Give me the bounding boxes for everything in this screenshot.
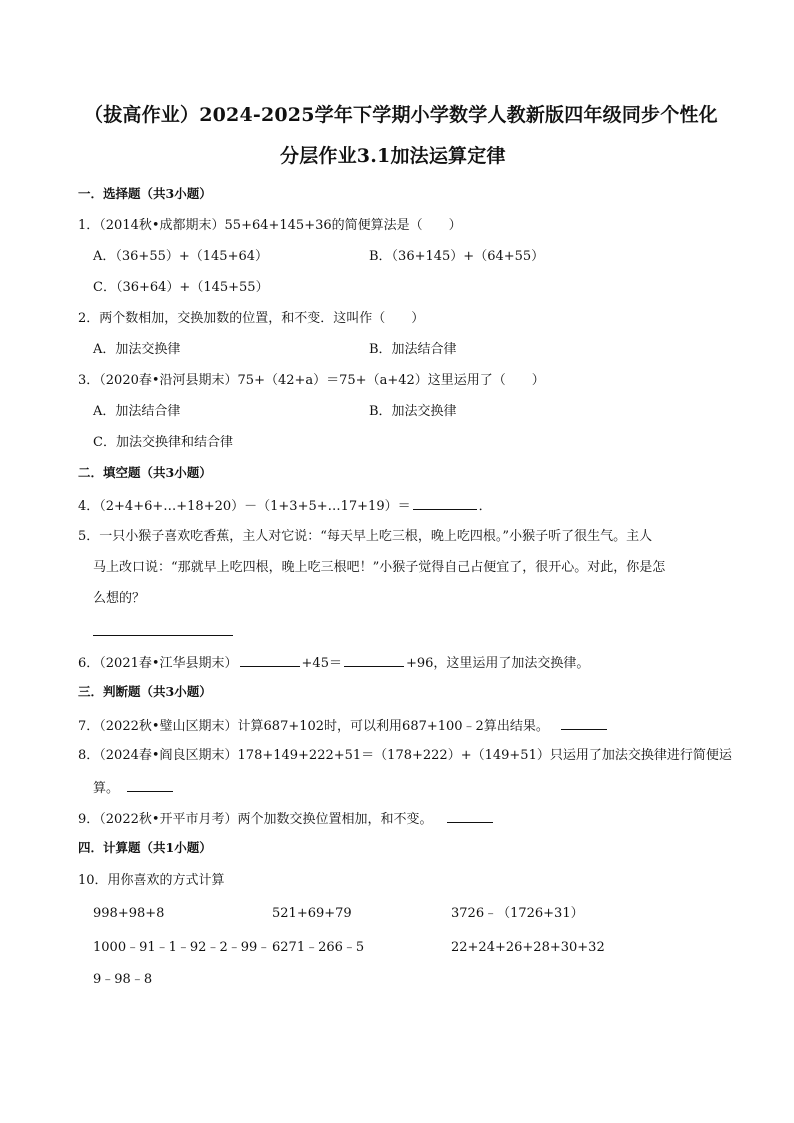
question-7 — [78, 718, 609, 733]
question-2-option-b: B．加法结合律 — [369, 342, 457, 357]
section-heading-judge: 三．判断题（共3小题） — [78, 684, 212, 699]
question-8-line2 — [93, 780, 175, 795]
question-8-text: 算。 — [93, 781, 120, 796]
question-5-line3: 么想的？ — [93, 591, 146, 606]
section-heading-fill: 二．填空题（共3小题） — [78, 465, 212, 480]
answer-blank[interactable] — [413, 498, 477, 510]
section-heading-calc: 四．计算题（共1小题） — [78, 840, 212, 855]
question-2-stem: 2．两个数相加，交换加数的位置，和不变．这叫作（ ） — [78, 311, 425, 326]
answer-line[interactable] — [93, 635, 233, 636]
question-10-stem: 10．用你喜欢的方式计算 — [78, 873, 225, 888]
question-4-text: 4．（2+4+6+…+18+20）－（1+3+5+…17+19）＝ — [78, 499, 411, 514]
question-8-line1: 8．（2024春•阎良区期末）178+149+222+51＝（178+222）+（149+51）只运用了加法交换律进行简便运 — [78, 748, 732, 763]
calc-expression: 1000﹣91﹣1﹣92﹣2﹣99﹣ — [93, 940, 271, 955]
section-heading-choice: 一．选择题（共3小题） — [78, 186, 212, 201]
page-title-line1: （拔高作业）2024-2025学年下学期小学数学人教新版四年级同步个性化 — [84, 104, 718, 126]
calc-expression: 521+69+79 — [272, 906, 352, 921]
answer-blank[interactable] — [344, 655, 404, 667]
question-5-line1: 5．一只小猴子喜欢吃香蕉，主人对它说：“每天早上吃三根，晚上吃四根。”小猴子听了很生气。主人 — [78, 529, 653, 544]
answer-blank[interactable] — [561, 718, 607, 730]
calc-expression: 22+24+26+28+30+32 — [451, 940, 605, 955]
question-3-option-b: B．加法交换律 — [369, 404, 457, 419]
question-3-option-a: A．加法结合律 — [93, 404, 181, 419]
answer-blank[interactable] — [447, 811, 493, 823]
question-4-end: ． — [478, 499, 492, 514]
question-5-line2: 马上改口说：“那就早上吃四根，晚上吃三根吧！”小猴子觉得自己占便宜了，很开心。对此，你是怎 — [93, 560, 666, 575]
answer-blank[interactable] — [240, 655, 300, 667]
answer-blank[interactable] — [127, 780, 173, 792]
calc-expression: 998+98+8 — [93, 906, 165, 921]
question-1-option-a: A．（36+55）+（145+64） — [93, 249, 269, 264]
question-2-option-a: A．加法交换律 — [93, 342, 181, 357]
question-6-end: +96，这里运用了加法交换律。 — [405, 656, 590, 671]
question-6-middle: +45＝ — [301, 656, 342, 671]
question-6-text: 6．（2021春•江华县期末） — [78, 656, 238, 671]
question-3-stem: 3．（2020春•沿河县期末）75+（42+a）＝75+（a+42）这里运用了（ ） — [78, 373, 545, 388]
question-6 — [78, 655, 589, 670]
calc-expression: 6271﹣266﹣5 — [272, 940, 365, 955]
question-1-stem: 1．（2014秋•成都期末）55+64+145+36的简便算法是（ ） — [78, 218, 462, 233]
question-4 — [78, 498, 492, 513]
question-3-option-c: C．加法交换律和结合律 — [93, 435, 233, 450]
question-7-text: 7．（2022秋•璧山区期末）计算687+102时，可以利用687+100﹣2算出结果。 — [78, 719, 549, 734]
calc-expression: 3726﹣（1726+31） — [451, 906, 584, 921]
question-9 — [78, 811, 495, 826]
question-1-option-b: B．（36+145）+（64+55） — [369, 249, 545, 264]
page-title-line2: 分层作业3.1加法运算定律 — [280, 145, 506, 167]
question-9-text: 9．（2022秋•开平市月考）两个加数交换位置相加，和不变。 — [78, 812, 433, 827]
question-1-option-c: C．（36+64）+（145+55） — [93, 280, 269, 295]
calc-expression: 9﹣98﹣8 — [93, 972, 153, 987]
